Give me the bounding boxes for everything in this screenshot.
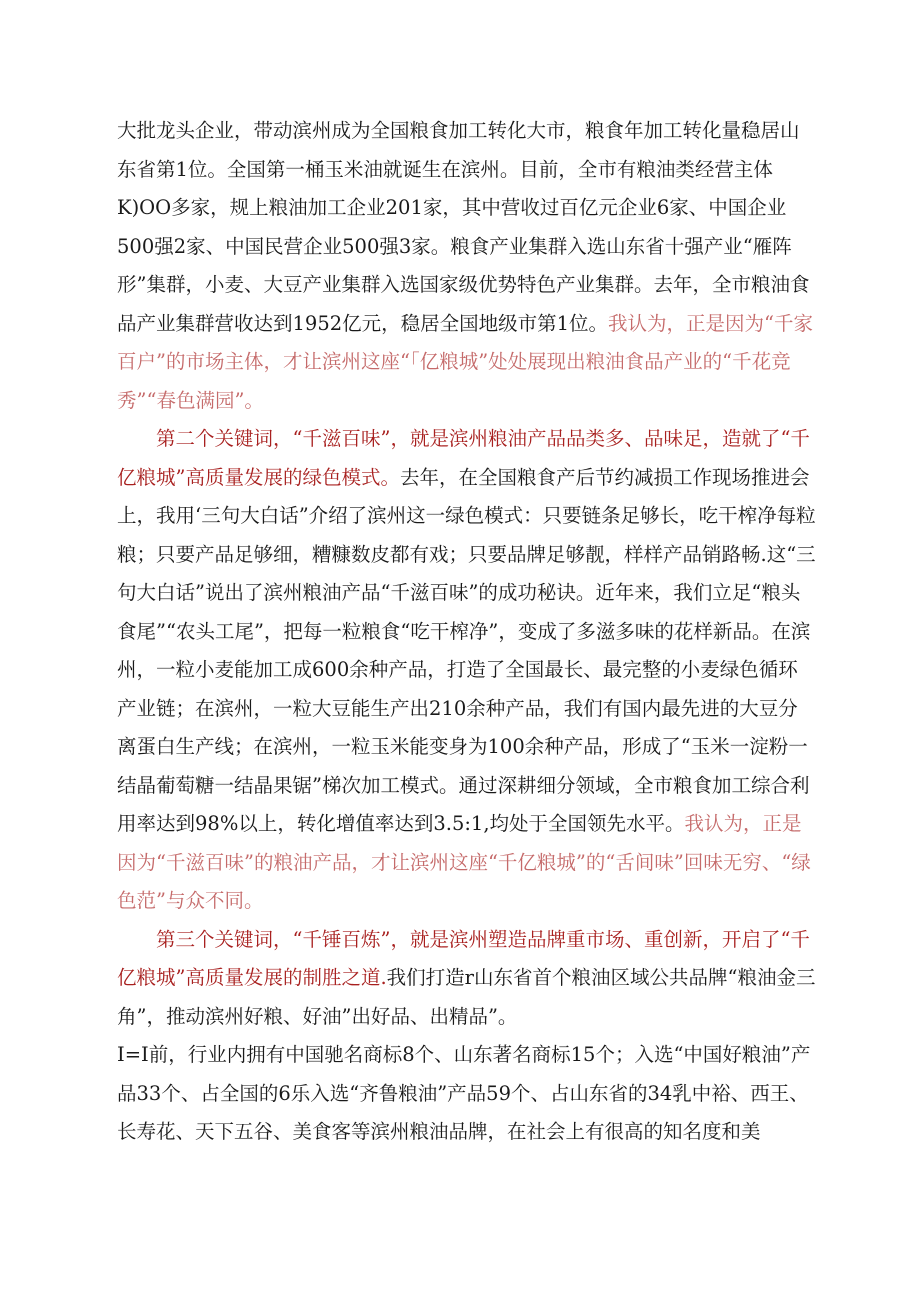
paragraph-3-text: 我们打造r山东省首个粮油区域公共品牌“粮油金三角”，推动滨州好粮、好油”出好品、出精品”。 xyxy=(117,966,816,1028)
paragraph-2 xyxy=(117,420,817,921)
paragraph-4-text: I=I前，行业内拥有中国驰名商标8个、山东著名商标15个；入选“中国好粮油”产品33个、占全国的6乐入选“齐鲁粮油”产品59个、占山东省的34乳中裕、西王、长寿花、天下五谷、美食客等滨州粮油品牌，在社会上有很高的知名度和美 xyxy=(117,1043,811,1143)
paragraph-1 xyxy=(117,112,817,420)
paragraph-1-highlight: 我认为，正是因为“千家百户”的市场主体，才让滨州这座“「亿粮城”处处展现出粮油食品产业的“千花竞秀”“春色满园”。 xyxy=(117,311,814,412)
paragraph-2-highlight: 我认为，正是因为“千滋百味”的粮油产品，才让滨州这座“千亿粮城”的“舌间味”回味无穷、“绿色范”与众不同。 xyxy=(117,812,811,912)
paragraph-2-text: 去年，在全国粮食产后节约减损工作现场推进会上，我用‘三句大白话”介绍了滨州这一绿色模式：只要链条足够长，吃干榨净每粒粮；只要产品足够细，糟糠数皮都有戏；只要品牌足够靓，样样产品销路畅.这“三句大白话”说出了滨州粮油产品“千滋百味”的成功秘诀。近年来，我们立足“粮头食尾”“农头工尾”，把每一粒粮食“吃干榨净”，变成了多滋多味的花样新品。在滨州，一粒小麦能加工成600余种产品，打造了全国最长、最完整的小麦绿色循环产业链；在滨州，一粒大豆能生产出210余种产品，我们有国内最先进的大豆分离蛋白生产线；在滨州，一粒玉米能变身为100余种产品，形成了“玉米一淀粉一结晶葡萄糖一结晶果锯”梯次加工模式。通过深耕细分领域，全市粮食加工综合利用率达到98%以上，转化增值率达到3.5:1,均处于全国领先水平。 xyxy=(117,465,816,835)
paragraph-3 xyxy=(117,921,817,1037)
paragraph-3-keyword: 第三个关键词，“千锤百炼”，就是滨州塑造品牌重市场、重创新，开启了“千亿粮城”高质量发展的制胜之道. xyxy=(117,927,810,989)
paragraph-2-keyword: 第二个关键词，“千滋百味”，就是滨州粮油产品品类多、品味足，造就了“千亿粮城”高质量发展的绿色模式。 xyxy=(117,427,810,489)
paragraph-4 xyxy=(117,1036,817,1152)
paragraph-1-text: 大批龙头企业，带动滨州成为全国粮食加工转化大市，粮食年加工转化量稳居山东省第1位。全国第一桶玉米油就诞生在滨州。目前，全市有粮油类经营主体K)OO多家，规上粮油加工企业201家，其中营收过百亿元企业6家、中国企业500强2家、中国民营企业500强3家。粮食产业集群入选山东省十强产业“雁阵形”集群，小麦、大豆产业集群入选国家级优势特色产业集群。去年，全市粮油食品产业集群营收达到1952亿元，稳居全国地级市第1位。 xyxy=(117,119,810,335)
document-body xyxy=(117,112,817,1152)
